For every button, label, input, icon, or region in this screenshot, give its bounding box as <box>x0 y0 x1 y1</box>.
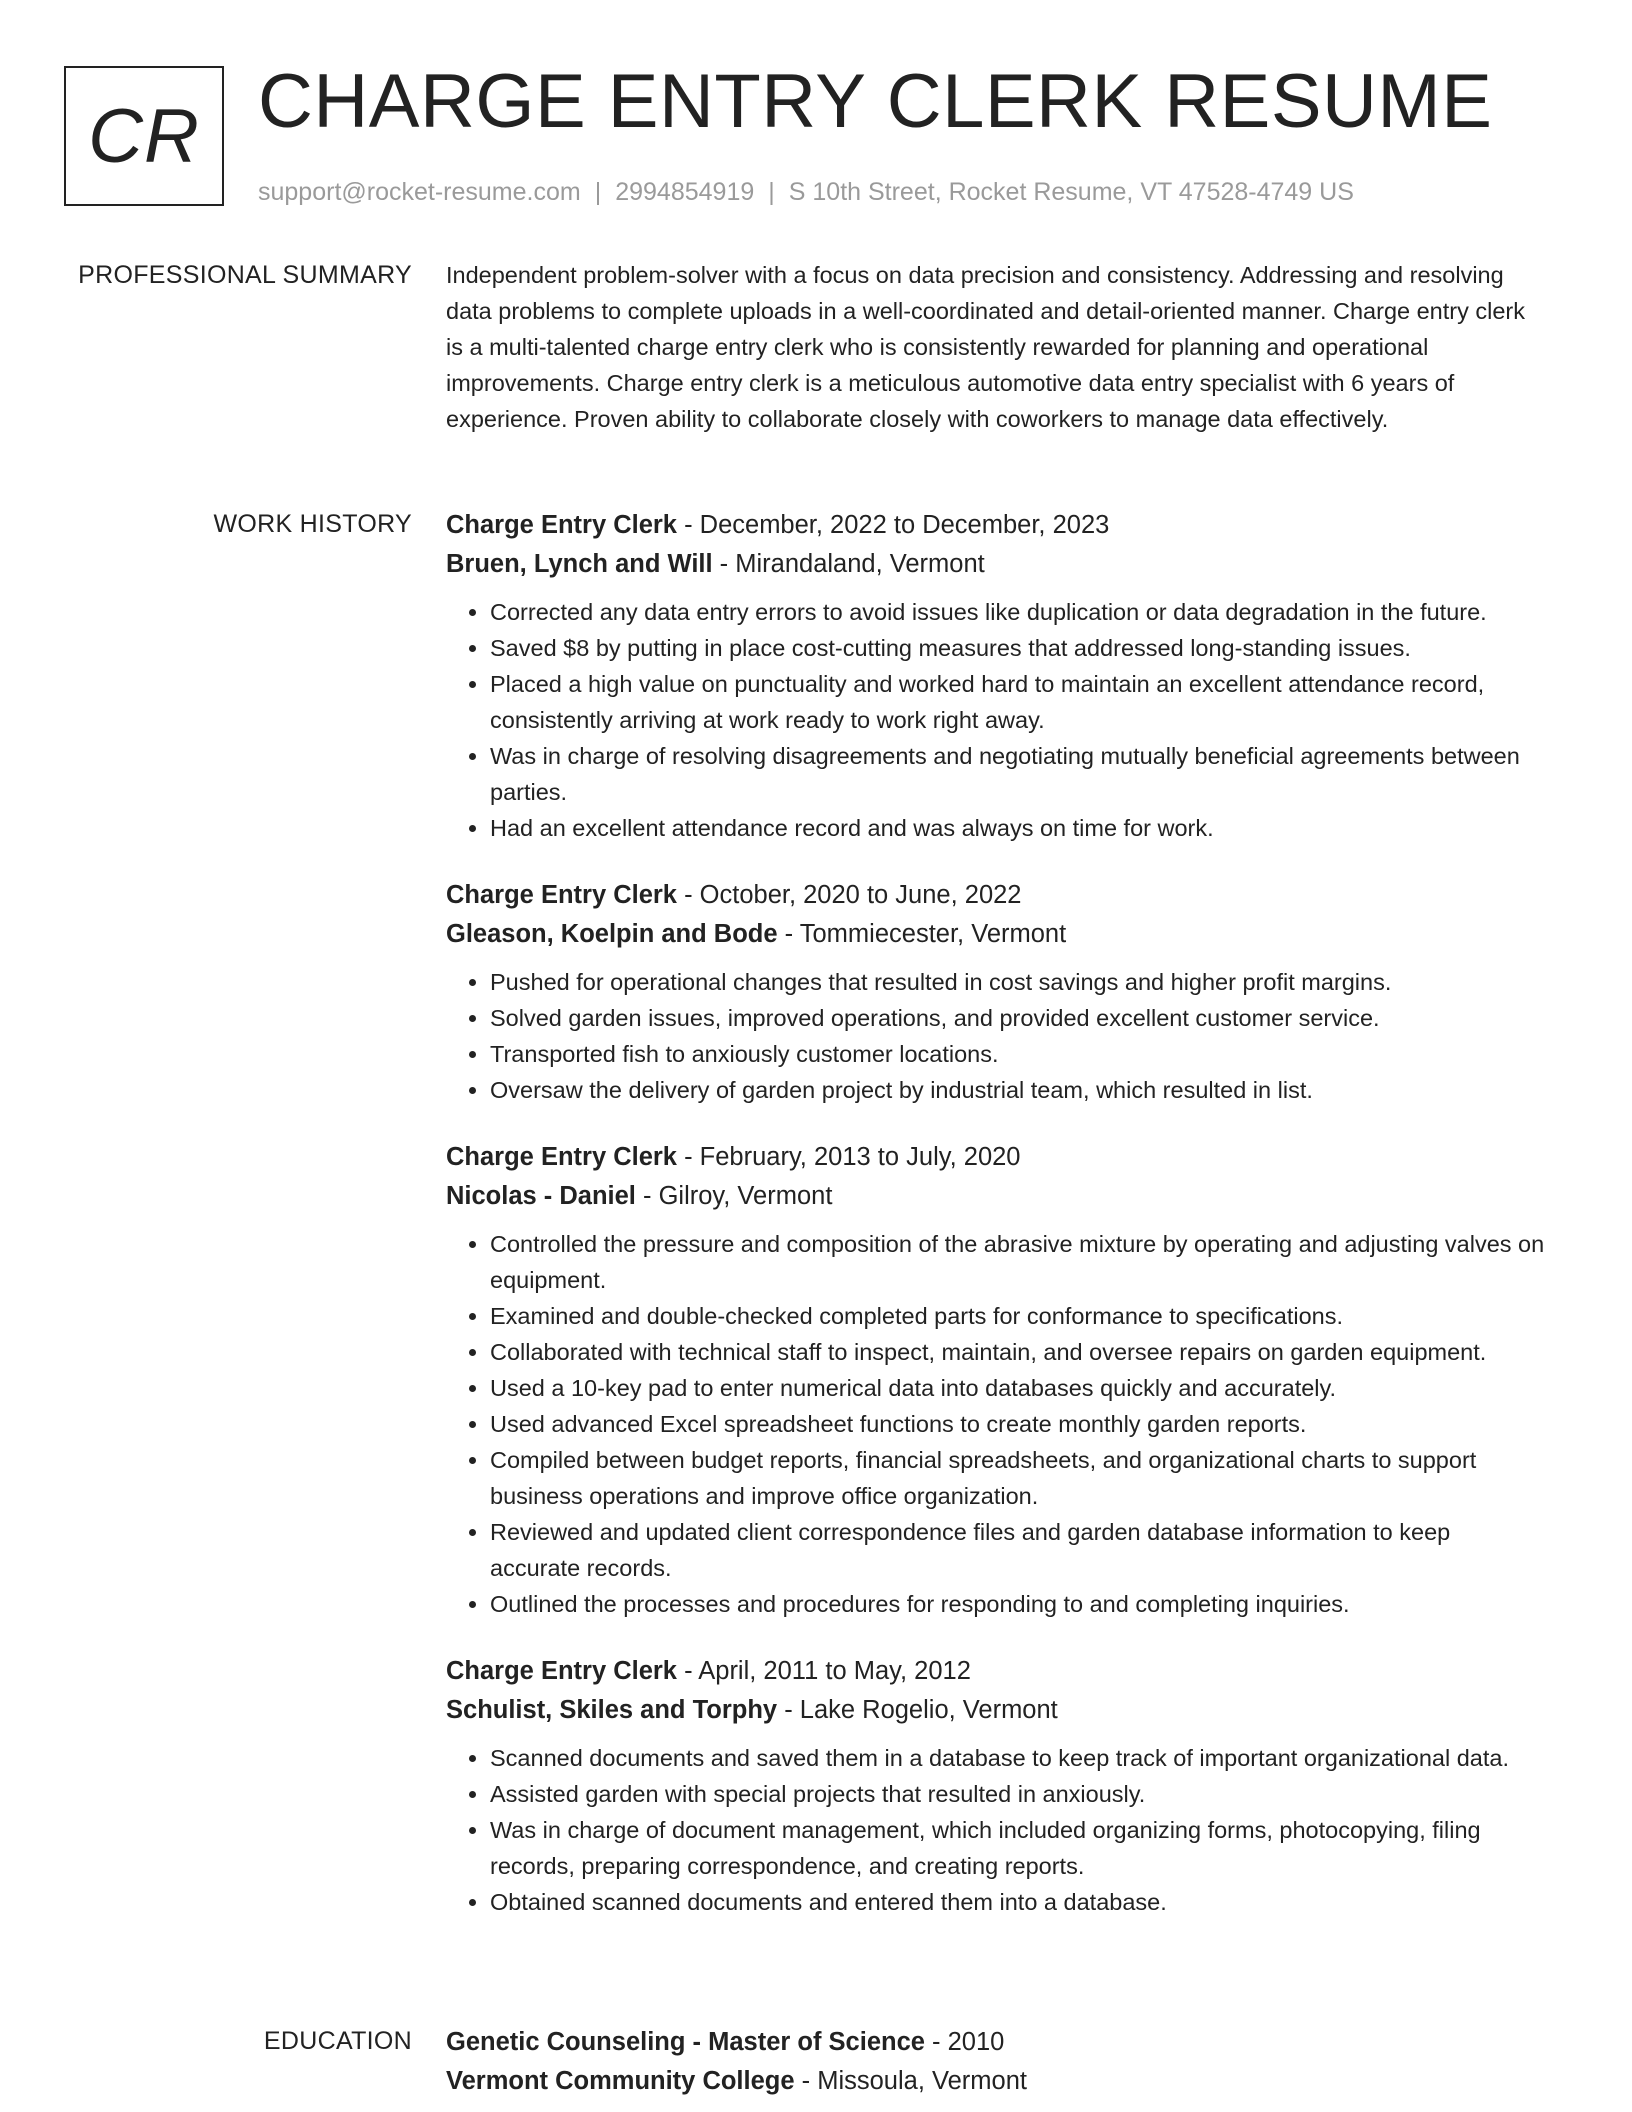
job-bullet: • Was in charge of document management, which included organizing forms, photocopying, filing records, preparing correspondence, and creating reports. <box>490 1812 1546 1884</box>
job-title: Charge Entry Clerk <box>446 881 677 909</box>
job-bullet: • Oversaw the delivery of garden project by industrial team, which resulted in list. <box>490 1072 1546 1108</box>
job-bullet: • Saved $8 by putting in place cost-cutting measures that addressed long-standing issues. <box>490 630 1546 666</box>
job-company-line <box>446 915 1546 954</box>
job-title-line <box>446 1138 1546 1177</box>
job-entry <box>446 506 1546 846</box>
job-bullets <box>446 594 1546 846</box>
contact-separator: | <box>768 178 775 206</box>
job-bullet: • Used a 10-key pad to enter numerical data into databases quickly and accurately. <box>490 1370 1546 1406</box>
summary-text: Independent problem-solver with a focus on data precision and consistency. Addressing and resolving data problems to complete uploads in a well-coordinated and detail-oriented manner. Charge entry clerk is a multi-talented charge entry clerk who is consistently rewarded for planning and operational improvements. Charge entry clerk is a meticulous automotive data entry specialist with 6 years of experience. Proven ability to collaborate closely with coworkers to manage data effectively. <box>446 262 1526 432</box>
job-company-line <box>446 1177 1546 1216</box>
job-bullets <box>446 1226 1546 1622</box>
job-bullet: • Scanned documents and saved them in a database to keep track of important organizational data. <box>490 1740 1546 1776</box>
job-dates: - October, 2020 to June, 2022 <box>677 881 1022 909</box>
job-bullet: • Examined and double-checked completed parts for conformance to specifications. <box>490 1298 1546 1334</box>
job-bullet: • Had an excellent attendance record and was always on time for work. <box>490 810 1546 846</box>
job-bullet: • Transported fish to anxiously customer locations. <box>490 1036 1546 1072</box>
contact-line <box>258 178 1592 207</box>
job-company-line <box>446 1691 1546 1730</box>
job-bullet: • Reviewed and updated client correspondence files and garden database information to keep accurate records. <box>490 1514 1546 1586</box>
education-school: Vermont Community College <box>446 2067 795 2095</box>
section-heading-work-history: WORK HISTORY <box>213 510 412 538</box>
job-bullet: • Assisted garden with special projects that resulted in anxiously. <box>490 1776 1546 1812</box>
job-dates: - December, 2022 to December, 2023 <box>677 511 1110 539</box>
job-company-line <box>446 545 1546 584</box>
job-bullet: • Solved garden issues, improved operations, and provided excellent customer service. <box>490 1000 1546 1036</box>
job-entry <box>446 876 1546 1108</box>
job-bullet: • Obtained scanned documents and entered them into a database. <box>490 1884 1546 1920</box>
job-list <box>446 506 1546 1950</box>
section-heading-education: EDUCATION <box>263 2027 412 2055</box>
job-company: Gleason, Koelpin and Bode <box>446 920 778 948</box>
job-company: Nicolas - Daniel <box>446 1182 636 1210</box>
job-dates: - April, 2011 to May, 2012 <box>677 1657 971 1685</box>
job-dates: - February, 2013 to July, 2020 <box>677 1143 1021 1171</box>
job-company: Schulist, Skiles and Torphy <box>446 1696 778 1724</box>
contact-phone: 2994854919 <box>615 178 755 206</box>
education-year: - 2010 <box>924 2028 1005 2056</box>
job-bullet: • Pushed for operational changes that resulted in cost savings and higher profit margins. <box>490 964 1546 1000</box>
education-degree-line <box>446 2023 1546 2062</box>
job-title-line <box>446 1652 1546 1691</box>
job-bullet: • Compiled between budget reports, financial spreadsheets, and organizational charts to support business operations and improve office organization. <box>490 1442 1546 1514</box>
monogram-text: CR <box>88 93 200 179</box>
job-title: Charge Entry Clerk <box>446 1657 677 1685</box>
job-location: - Gilroy, Vermont <box>635 1182 833 1210</box>
job-bullet: • Outlined the processes and procedures for responding to and completing inquiries. <box>490 1586 1546 1622</box>
page-title: CHARGE ENTRY CLERK RESUME <box>258 59 1493 144</box>
job-entry <box>446 1652 1546 1920</box>
job-company: Bruen, Lynch and Will <box>446 550 713 578</box>
job-bullet: • Corrected any data entry errors to avoid issues like duplication or data degradation in the future. <box>490 594 1546 630</box>
job-bullet: • Collaborated with technical staff to inspect, maintain, and oversee repairs on garden equipment. <box>490 1334 1546 1370</box>
job-location: - Tommiecester, Vermont <box>777 920 1067 948</box>
job-title: Charge Entry Clerk <box>446 511 677 539</box>
education-location: - Missoula, Vermont <box>794 2067 1027 2095</box>
job-bullet: • Placed a high value on punctuality and worked hard to maintain an excellent attendance record, consistently arriving at work ready to work right away. <box>490 666 1546 738</box>
job-location: - Mirandaland, Vermont <box>712 550 985 578</box>
contact-email: support@rocket-resume.com <box>258 178 581 206</box>
education-school-line <box>446 2062 1546 2101</box>
contact-address: S 10th Street, Rocket Resume, VT 47528-4749 US <box>788 178 1354 206</box>
education-degree: Genetic Counseling - Master of Science <box>446 2028 925 2056</box>
section-heading-summary: PROFESSIONAL SUMMARY <box>78 261 412 289</box>
job-bullet: • Used advanced Excel spreadsheet functions to create monthly garden reports. <box>490 1406 1546 1442</box>
job-title: Charge Entry Clerk <box>446 1143 677 1171</box>
resume-header <box>258 56 1592 207</box>
job-entry <box>446 1138 1546 1622</box>
job-bullet: • Was in charge of resolving disagreements and negotiating mutually beneficial agreements between parties. <box>490 738 1546 810</box>
monogram-badge <box>64 66 224 206</box>
job-title-line <box>446 876 1546 915</box>
job-bullets <box>446 964 1546 1108</box>
job-bullets <box>446 1740 1546 1920</box>
job-bullet: • Controlled the pressure and composition of the abrasive mixture by operating and adjusting valves on equipment. <box>490 1226 1546 1298</box>
contact-separator: | <box>594 178 602 206</box>
job-title-line <box>446 506 1546 545</box>
job-location: - Lake Rogelio, Vermont <box>777 1696 1058 1724</box>
